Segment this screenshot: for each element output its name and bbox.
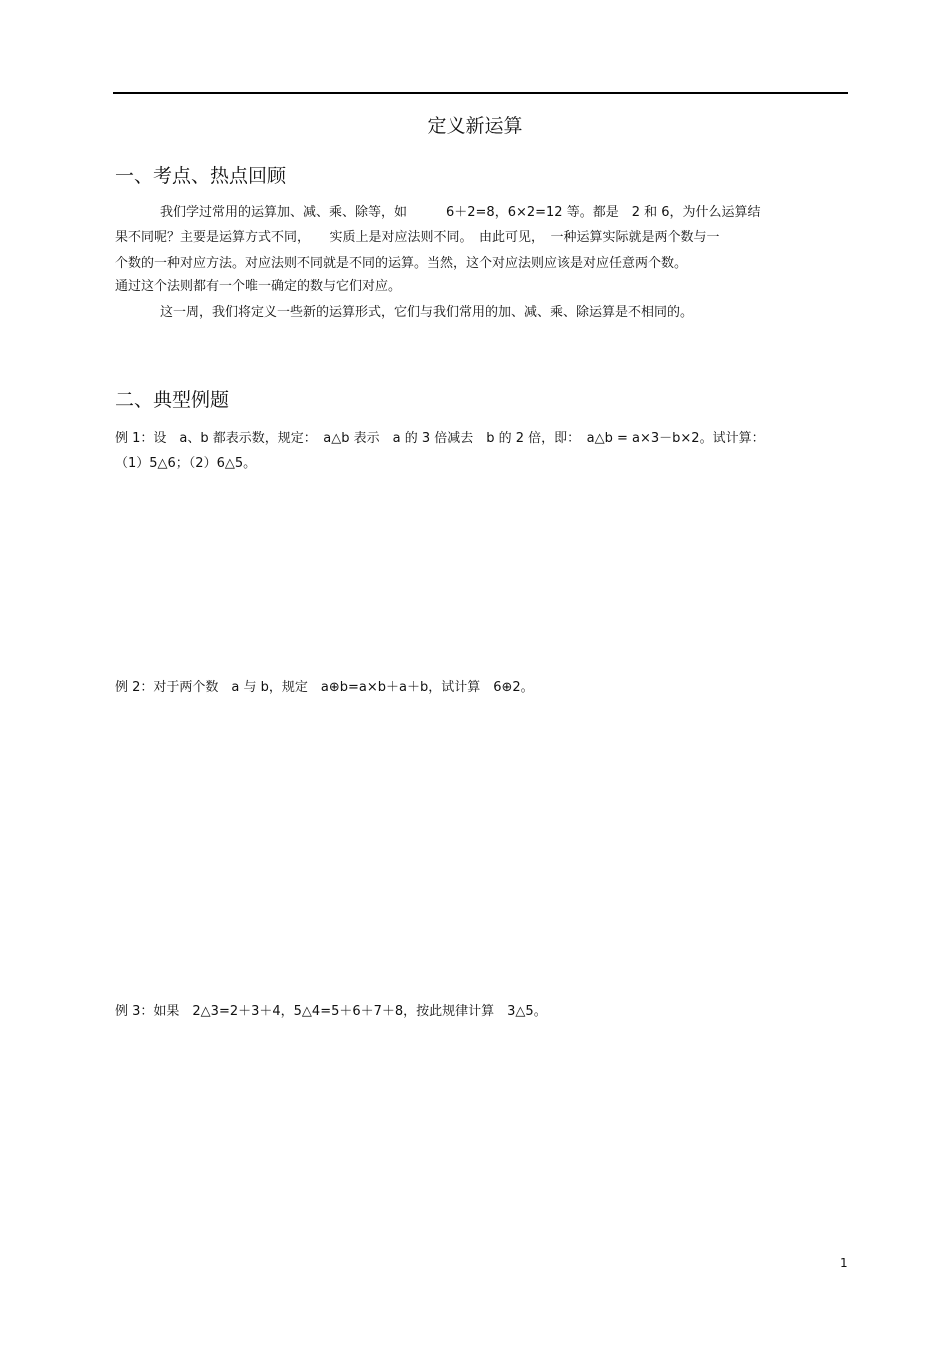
- example-3: 例 3：如果 2△3=2＋3＋4，5△4=5＋6＋7＋8，按此规律计算 3△5。: [115, 1004, 547, 1019]
- section-heading-review: 一、考点、热点回顾: [115, 165, 287, 187]
- page-number: 1: [840, 1256, 848, 1270]
- example-1-line: 例 1：设 a、b 都表示数，规定： a△b 表示 a 的 3 倍减去 b 的 2 倍，即： a△b = a×3－b×2。试计算：: [115, 431, 765, 446]
- paragraph-line: 通过这个法则都有一个唯一确定的数与它们对应。: [115, 279, 402, 294]
- paragraph-line: 果不同呢？主要是运算方式不同， 实质上是对应法则不同。 由此可见， 一种运算实际就是两个数与一: [115, 230, 720, 245]
- example-2: 例 2：对于两个数 a 与 b，规定 a⊕b=a×b＋a＋b，试计算 6⊕2。: [115, 680, 534, 695]
- paragraph-line: 个数的一种对应方法。对应法则不同就是不同的运算。当然，这个对应法则应该是对应任意两个数。: [115, 256, 688, 271]
- page-title: 定义新运算: [427, 115, 523, 137]
- example-1-line: （1）5△6；（2）6△5。: [115, 456, 257, 471]
- paragraph-line: 我们学过常用的运算加、减、乘、除等，如 6＋2=8，6×2=12 等。都是 2 和 6，为什么运算结: [160, 205, 761, 220]
- header-rule: [113, 92, 848, 94]
- section-heading-examples: 二、典型例题: [115, 389, 230, 411]
- paragraph-line: 这一周，我们将定义一些新的运算形式，它们与我们常用的加、减、乘、除运算是不相同的。: [160, 305, 694, 320]
